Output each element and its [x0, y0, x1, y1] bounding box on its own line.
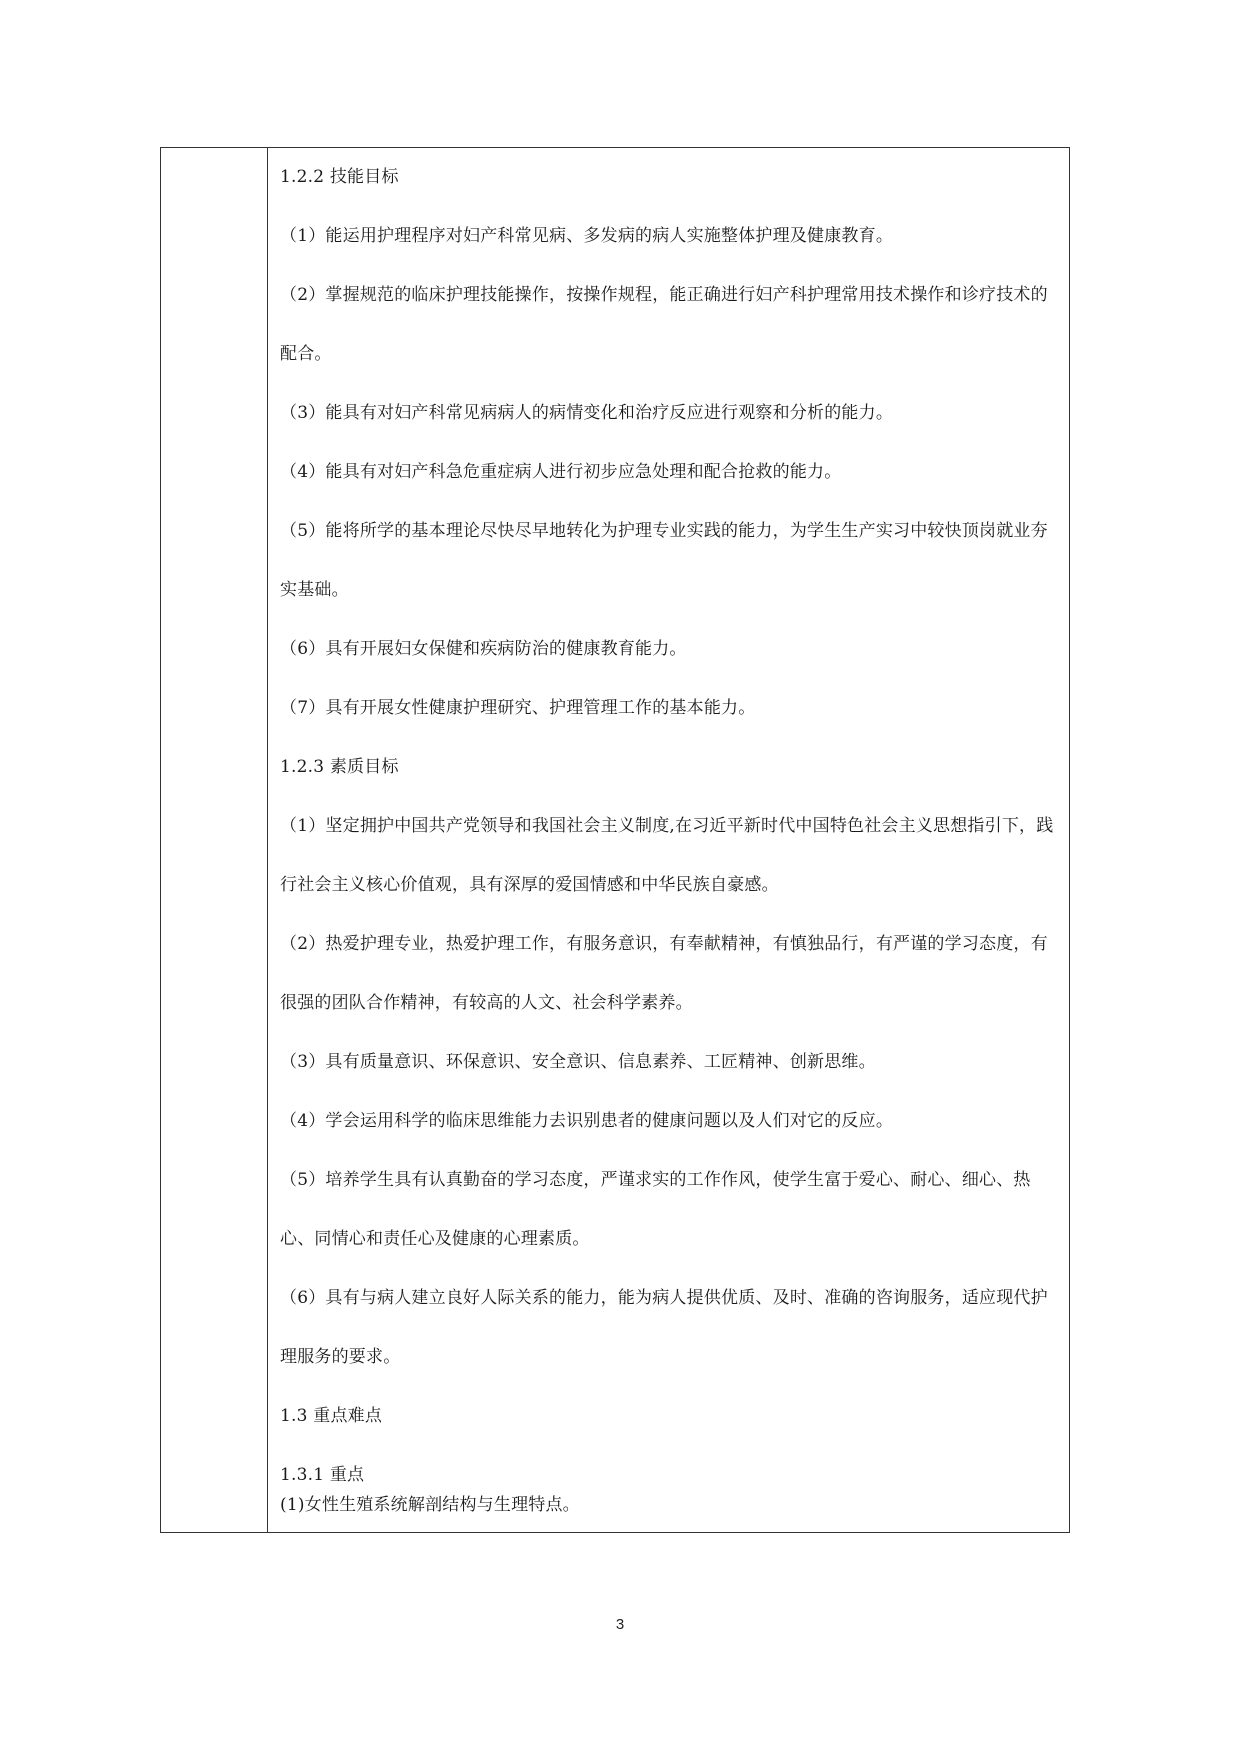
heading-key-difficulties: 1.3 重点难点	[280, 1406, 383, 1426]
table-right-cell	[268, 148, 1069, 1532]
key-point-item: (1)女性生殖系统解剖结构与生理特点。	[280, 1495, 580, 1515]
skill-goal-item: （6）具有开展妇女保健和疾病防治的健康教育能力。	[280, 639, 687, 659]
skill-goal-item: （2）掌握规范的临床护理技能操作，按操作规程，能正确进行妇产科护理常用技术操作和诊疗技术的配合。	[280, 285, 1048, 364]
skill-goal-item: （5）能将所学的基本理论尽快尽早地转化为护理专业实践的能力，为学生生产实习中较快顶岗就业夯实基础。	[280, 521, 1048, 600]
quality-goal-item: （5）培养学生具有认真勤奋的学习态度，严谨求实的工作作风，使学生富于爱心、耐心、细心、热心、同情心和责任心及健康的心理素质。	[280, 1170, 1031, 1249]
skill-goal-item: （4）能具有对妇产科急危重症病人进行初步应急处理和配合抢救的能力。	[280, 462, 842, 482]
quality-goal-item: （2）热爱护理专业，热爱护理工作，有服务意识，有奉献精神，有慎独品行，有严谨的学习态度，有很强的团队合作精神，有较高的人文、社会科学素养。	[280, 934, 1048, 1013]
heading-skill-goals: 1.2.2 技能目标	[280, 167, 399, 187]
quality-goal-item: （1）坚定拥护中国共产党领导和我国社会主义制度,在习近平新时代中国特色社会主义思想指引下，践行社会主义核心价值观，具有深厚的爱国情感和中华民族自豪感。	[280, 816, 1054, 895]
quality-goal-item: （4）学会运用科学的临床思维能力去识别患者的健康问题以及人们对它的反应。	[280, 1111, 894, 1131]
page-number: 3	[615, 1616, 625, 1633]
skill-goal-item: （1）能运用护理程序对妇产科常见病、多发病的病人实施整体护理及健康教育。	[280, 226, 894, 246]
quality-goal-item: （6）具有与病人建立良好人际关系的能力，能为病人提供优质、及时、准确的咨询服务，适应现代护理服务的要求。	[280, 1288, 1048, 1367]
heading-quality-goals: 1.2.3 素质目标	[280, 757, 399, 777]
table-left-cell	[161, 148, 268, 1532]
quality-goal-item: （3）具有质量意识、环保意识、安全意识、信息素养、工匠精神、创新思维。	[280, 1052, 876, 1072]
skill-goal-item: （7）具有开展女性健康护理研究、护理管理工作的基本能力。	[280, 698, 756, 718]
heading-key-points: 1.3.1 重点	[280, 1465, 365, 1485]
content-table	[160, 147, 1070, 1533]
skill-goal-item: （3）能具有对妇产科常见病病人的病情变化和治疗反应进行观察和分析的能力。	[280, 403, 894, 423]
